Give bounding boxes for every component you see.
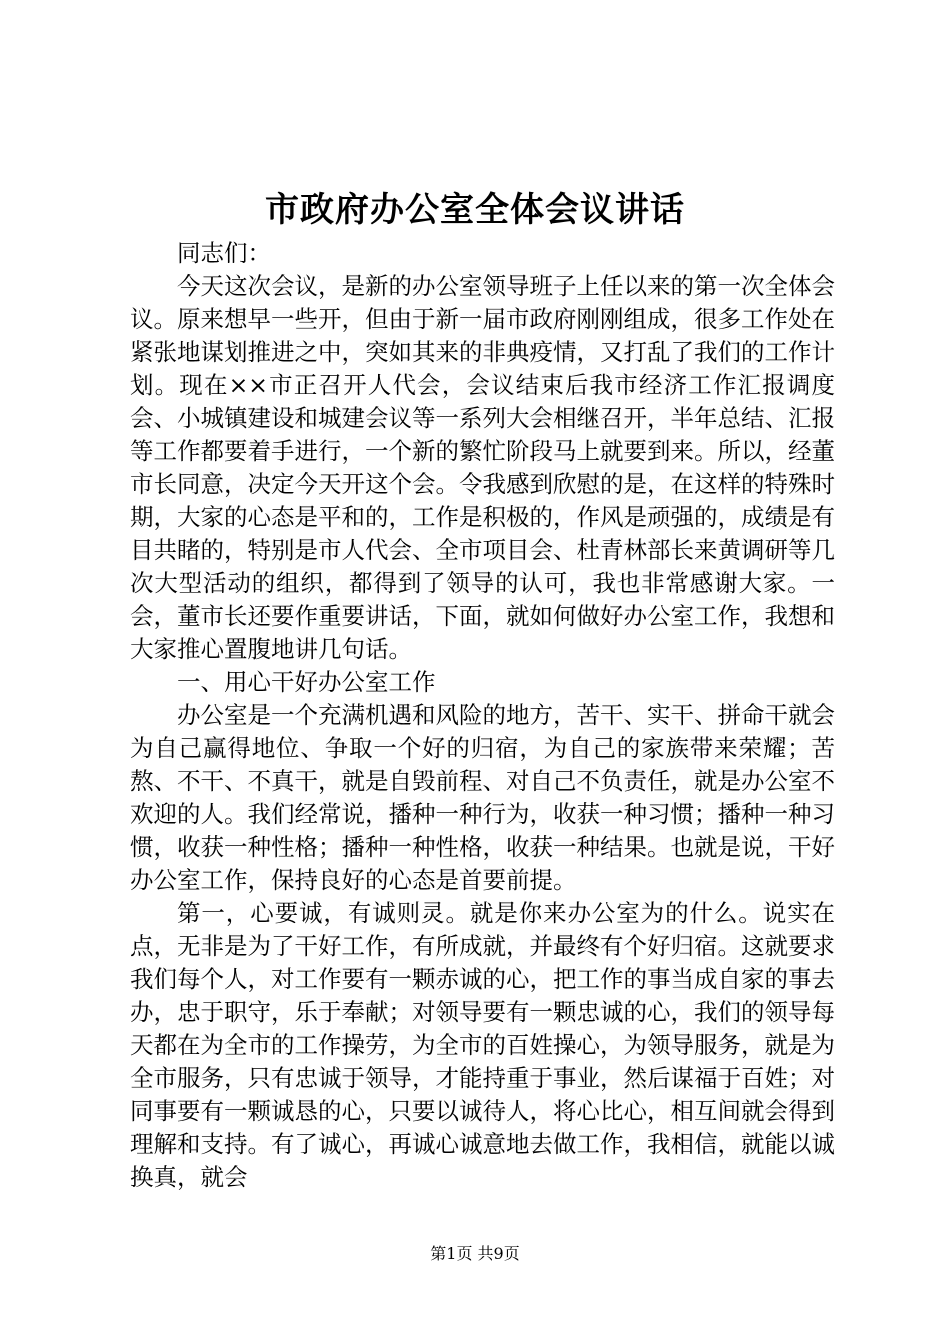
section-paragraph: 办公室是一个充满机遇和风险的地方，苦干、实干、拼命干就会为自己赢得地位、争取一个好的归宿，为自己的家族带来荣耀；苦熬、不干、不真干，就是自毁前程、对自己不负责任，就是办公室不欢迎的人。我们经常说，播种一种行为，收获一种习惯；播种一种习惯，收获一种性格；播种一种性格，收获一种结果。也就是说，干好办公室工作，保持良好的心态是首要前提。 <box>130 701 835 894</box>
page-footer: 第1页 共9页 <box>430 1244 520 1263</box>
document-title: 市政府办公室全体会议讲话 <box>265 190 685 230</box>
point-paragraph: 第一，心要诚，有诚则灵。就是你来办公室为的什么。说实在点，无非是为了干好工作，有所成就，并最终有个好归宿。这就要求我们每个人，对工作要有一颗赤诚的心，把工作的事当成自家的事去办，忠于职守，乐于奉献；对领导要有一颗忠诚的心，我们的领导每天都在为全市的工作操劳，为全市的百姓操心，为领导服务，就是为全市服务，只有忠诚于领导，才能持重于事业，然后谋福于百姓；对同事要有一颗诚恳的心，只要以诚待人，将心比心，相互间就会得到理解和支持。有了诚心，再诚心诚意地去做工作，我相信，就能以诚换真，就会 <box>130 899 835 1191</box>
document-body <box>130 237 835 1194</box>
salutation-paragraph: 同志们： <box>177 239 271 267</box>
section-heading: 一、用心干好办公室工作 <box>177 668 436 696</box>
intro-paragraph: 今天这次会议，是新的办公室领导班子上任以来的第一次全体会议。原来想早一些开，但由于新一届市政府刚刚组成，很多工作处在紧张地谋划推进之中，突如其来的非典疫情，又打乱了我们的工作计划。现在××市正召开人代会，会议结束后我市经济工作汇报调度会、小城镇建设和城建会议等一系列大会相继召开，半年总结、汇报等工作都要着手进行，一个新的繁忙阶段马上就要到来。所以，经董市长同意，决定今天开这个会。令我感到欣慰的是，在这样的特殊时期，大家的心态是平和的，工作是积极的，作风是顽强的，成绩是有目共睹的，特别是市人代会、全市项目会、杜青林部长来黄调研等几次大型活动的组织，都得到了领导的认可，我也非常感谢大家。一会，董市长还要作重要讲话，下面，就如何做好办公室工作，我想和大家推心置腹地讲几句话。 <box>130 272 835 663</box>
